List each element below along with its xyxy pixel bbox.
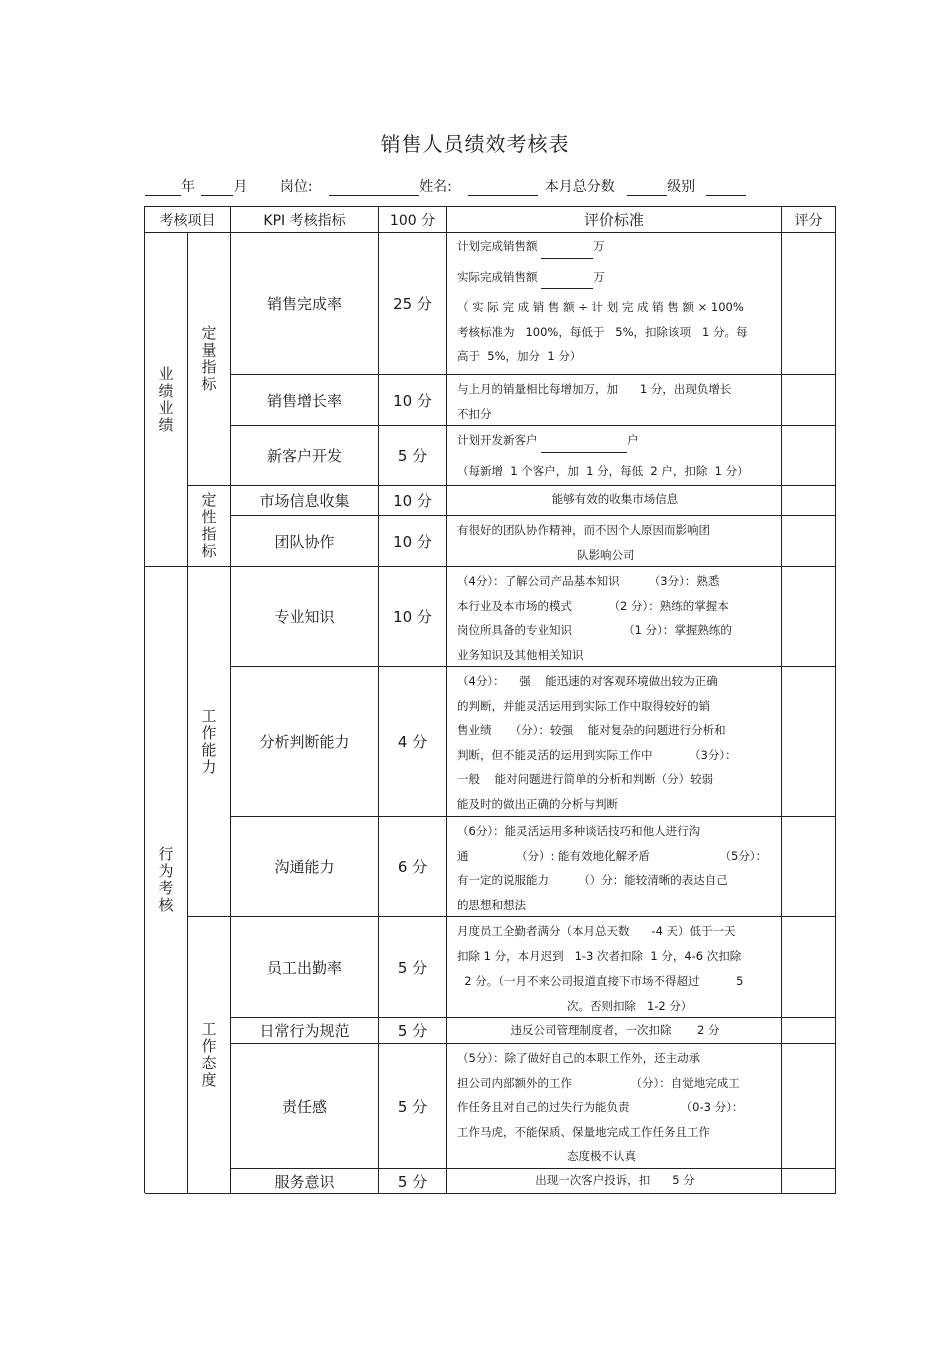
kpi-name: 团队协作 (231, 516, 379, 567)
kpi-score: 6 分 (379, 817, 447, 917)
total-score-label: 本月总分数 (544, 179, 615, 195)
kpi-name: 专业知识 (231, 567, 379, 667)
name-label: 姓名: (419, 179, 452, 195)
group-qualitative: 定性指标 (188, 486, 231, 567)
rating-cell[interactable] (782, 486, 836, 516)
kpi-criteria: 有很好的团队协作精神，而不因个人原因而影响团 队影响公司 (447, 516, 782, 567)
kpi-score: 10 分 (379, 567, 447, 667)
kpi-criteria: （5分）：除了做好自己的本职工作外，还主动承 担公司内部额外的工作 （分）：自觉地完成工 作任务且对自己的过失行为能负责 （0-3 分）： 工作马虎，不能保质、保量地完成工作任务且工作 态度极不认真 (447, 1044, 782, 1169)
page-title: 销售人员绩效考核表 (380, 132, 570, 156)
rating-cell[interactable] (782, 516, 836, 567)
level-blank[interactable] (706, 181, 746, 196)
kpi-name: 责任感 (231, 1044, 379, 1169)
group-performance: 业绩业绩 (145, 233, 188, 567)
total-score-blank[interactable] (627, 181, 667, 196)
kpi-criteria: 计划完成销售额 万 实际完成销售额 万 （ 实 际 完 成 销 售 额 ÷ 计 划 完 成 销 售 额 × 100% 考核标准为 100%，每低于 5%，扣除该项 1 分。每 高于 5%，加分 1 分） (447, 233, 782, 375)
kpi-score: 4 分 (379, 667, 447, 817)
group-attitude: 工作态度 (188, 917, 231, 1194)
position-blank[interactable] (329, 181, 419, 196)
position-label: 岗位: (279, 179, 313, 195)
kpi-score: 5 分 (379, 1044, 447, 1169)
kpi-score: 5 分 (379, 426, 447, 486)
rating-cell[interactable] (782, 567, 836, 667)
header-cell: 评价标准 (447, 207, 782, 233)
kpi-name: 员工出勤率 (231, 917, 379, 1018)
kpi-name: 市场信息收集 (231, 486, 379, 516)
kpi-criteria: （6分）：能灵活运用多种谈话技巧和他人进行沟 通 （分）: 能有效地化解矛盾 （5分）： 有一定的说服能力 （）分：能较清晰的表达自己 的思想和想法 (447, 817, 782, 917)
kpi-name: 服务意识 (231, 1169, 379, 1194)
planned-sales-blank[interactable] (541, 245, 593, 259)
name-blank[interactable] (468, 181, 538, 196)
header-cell: 评分 (782, 207, 836, 233)
actual-sales-blank[interactable] (541, 275, 593, 289)
rating-cell[interactable] (782, 375, 836, 426)
kpi-score: 5 分 (379, 1018, 447, 1044)
kpi-criteria: 能够有效的收集市场信息 (447, 486, 782, 516)
kpi-criteria: 计划开发新客户 户 （每新增 1 个客户，加 1 分，每低 2 户，扣除 1 分） (447, 426, 782, 486)
kpi-name: 销售完成率 (231, 233, 379, 375)
rating-cell[interactable] (782, 1018, 836, 1044)
header-cell: KPI 考核指标 (231, 207, 379, 233)
level-label: 级别 (667, 179, 696, 195)
kpi-score: 5 分 (379, 917, 447, 1018)
kpi-score: 10 分 (379, 375, 447, 426)
group-quantitative: 定量指标 (188, 233, 231, 486)
rating-cell[interactable] (782, 1169, 836, 1194)
kpi-name: 新客户开发 (231, 426, 379, 486)
kpi-name: 沟通能力 (231, 817, 379, 917)
header-cell: 考核项目 (145, 207, 231, 233)
kpi-score: 25 分 (379, 233, 447, 375)
kpi-name: 分析判断能力 (231, 667, 379, 817)
header-cell: 100 分 (379, 207, 447, 233)
kpi-score: 10 分 (379, 516, 447, 567)
month-blank[interactable] (201, 181, 233, 196)
kpi-criteria: 出现一次客户投诉，扣 5 分 (447, 1169, 782, 1194)
form-meta-line (145, 176, 746, 196)
rating-cell[interactable] (782, 426, 836, 486)
rating-cell[interactable] (782, 233, 836, 375)
kpi-criteria: 月度员工全勤者满分（本月总天数 -4 天）低于一天 扣除 1 分，本月迟到 1-3 次者扣除 1 分，4-6 次扣除 2 分。（一月不来公司报道直接下市场不得超过 5 次。否则扣除 1-2 分） (447, 917, 782, 1018)
year-label: 年 (181, 179, 195, 195)
new-customer-blank[interactable] (541, 439, 627, 453)
rating-cell[interactable] (782, 667, 836, 817)
kpi-name: 销售增长率 (231, 375, 379, 426)
kpi-criteria: 违反公司管理制度者，一次扣除 2 分 (447, 1018, 782, 1044)
month-label: 月 (233, 179, 248, 195)
rating-cell[interactable] (782, 817, 836, 917)
kpi-criteria: 与上月的销量相比每增加万，加 1 分，出现负增长 不扣分 (447, 375, 782, 426)
kpi-name: 日常行为规范 (231, 1018, 379, 1044)
assessment-table (144, 206, 836, 1193)
rating-cell[interactable] (782, 917, 836, 1018)
kpi-criteria: （4分）： 强 能迅速的对客观环境做出较为正确 的判断，并能灵活运用到实际工作中取得较好的销 售业绩 （分）：较强 能对复杂的问题进行分析和 判断，但不能灵活的运用到实际工作中 （3分）： 一般 能对问题进行简单的分析和判断（分）较弱 能及时的做出正确的分析与判断 (447, 667, 782, 817)
kpi-criteria: （4分）：了解公司产品基本知识 （3分）：熟悉 本行业及本市场的模式 （2 分）：熟练的掌握本 岗位所具备的专业知识 （1 分）：掌握熟练的 业务知识及其他相关知识 (447, 567, 782, 667)
kpi-score: 10 分 (379, 486, 447, 516)
group-behavior: 行为考核 (145, 567, 188, 1194)
group-ability: 工作能力 (188, 567, 231, 917)
year-blank[interactable] (145, 181, 181, 196)
rating-cell[interactable] (782, 1044, 836, 1169)
kpi-score: 5 分 (379, 1169, 447, 1194)
